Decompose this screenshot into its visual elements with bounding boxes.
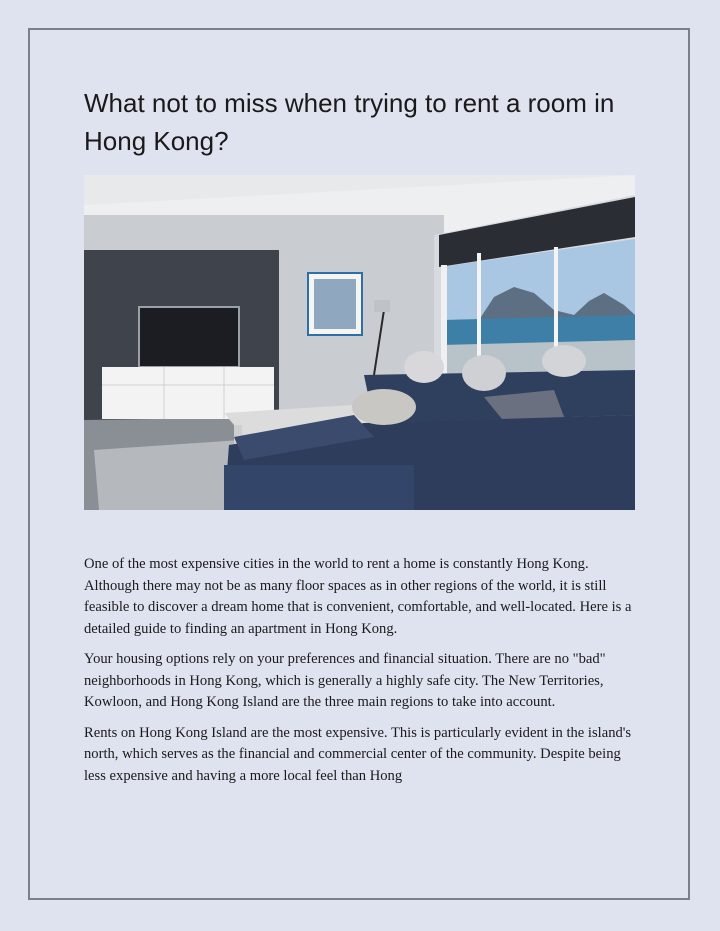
article-body (84, 554, 640, 796)
paragraph: Your housing options rely on your preferences and financial situation. There are no "bad" neighborhoods in Hong Kong, which is generally a highly safe city. The New Territories, Kowloon, and Hong Kong Island are the three main regions to take into account. (84, 651, 606, 710)
paragraph: One of the most expensive cities in the world to rent a home is constantly Hong Kong. Although there may not be as many floor spaces as in other regions of the world, it is still feasible to discover a dream home that is convenient, comfortable, and well-located. Here is a detailed guide to finding an apartment in Hong Kong. (84, 556, 632, 637)
living-room-photo (84, 175, 635, 510)
paragraph: Rents on Hong Kong Island are the most expensive. This is particularly evident in the island's north, which serves as the financial and commercial center of the community. Despite being less expensive and having a more local feel than Hong (84, 724, 632, 784)
article-title: What not to miss when trying to rent a room in Hong Kong? (84, 88, 615, 156)
